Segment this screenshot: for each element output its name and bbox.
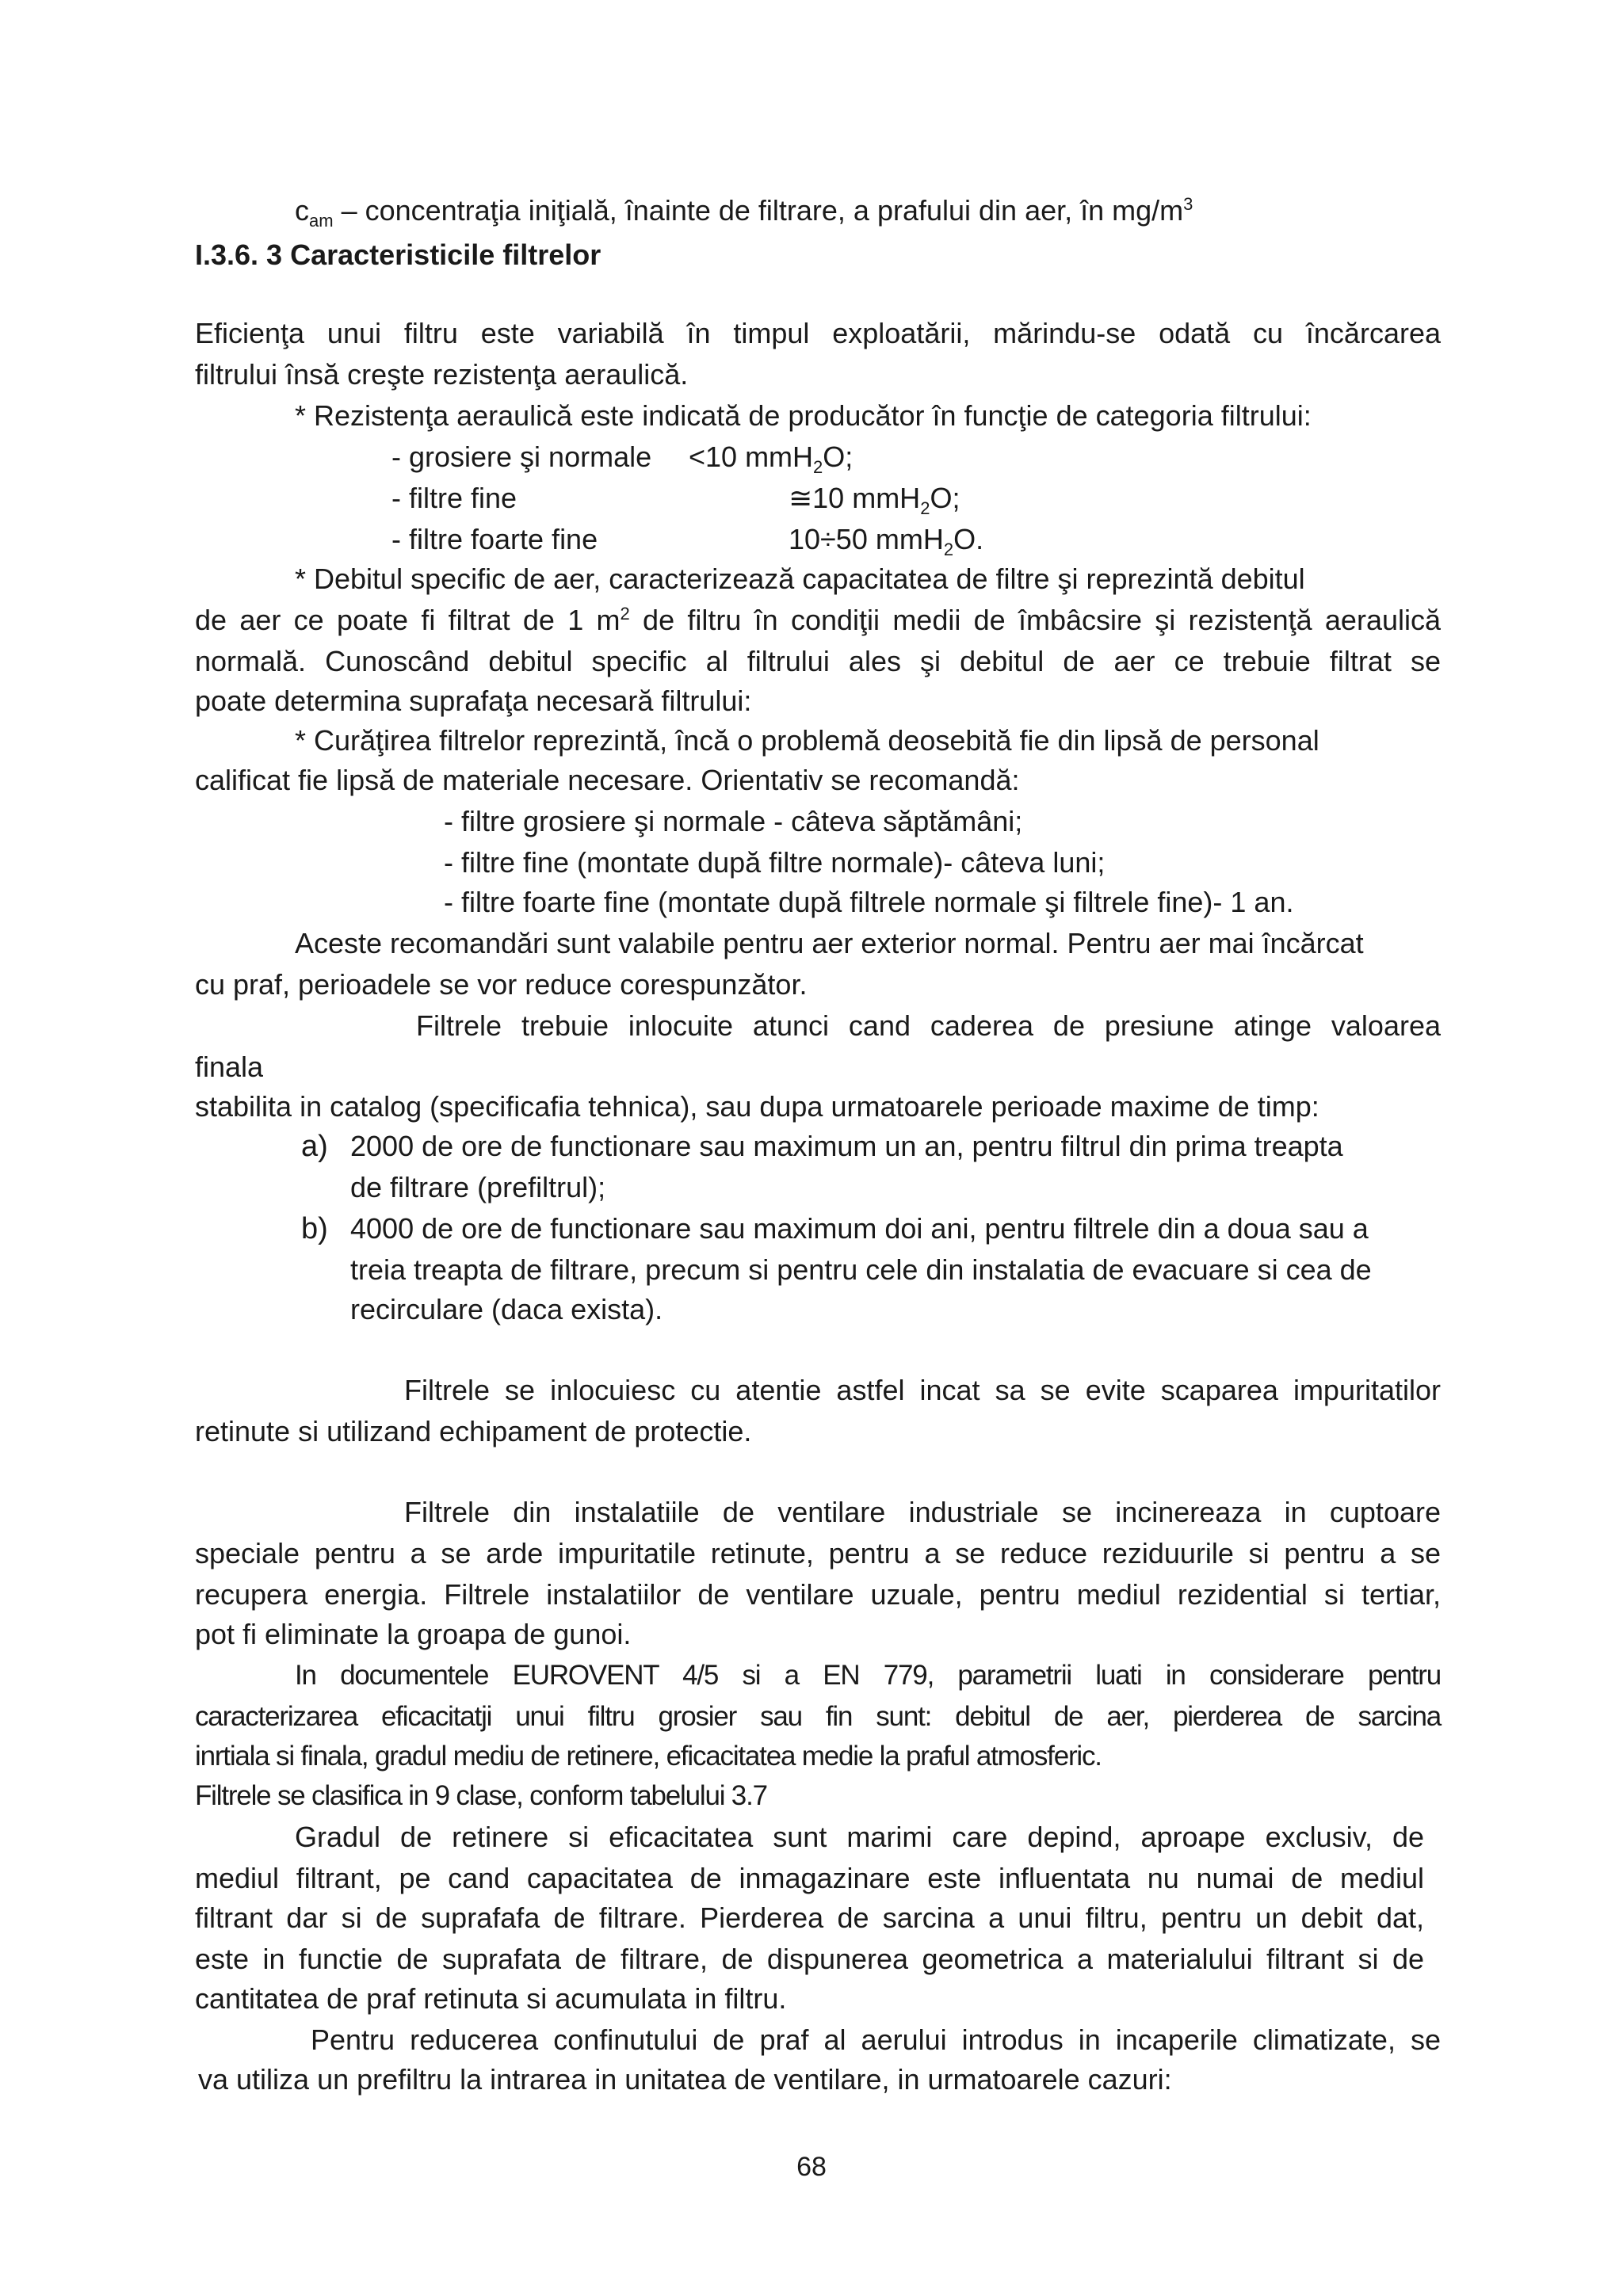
list-item: - filtre foarte fine (montate după filtrele normale şi filtrele fine)- 1 an. (444, 886, 1294, 918)
paragraph-line: Gradul de retinere si eficacitatea sunt marimi care depind, aproape exclusiv, de (295, 1821, 1424, 1853)
paragraph-line: mediul filtrant, pe cand capacitatea de inmagazinare este influentata nu numai de mediul (195, 1862, 1424, 1894)
paragraph-line: filtrant dar si de suprafafa de filtrare. Pierderea de sarcina a unui filtru, pentru un debit dat, (195, 1901, 1424, 1934)
section-heading: I.3.6. 3 Caracteristicile filtrelor (195, 238, 601, 271)
paragraph-line: stabilita in catalog (specificafia tehnica), sau dupa urmatoarele perioade maxime de timp: (195, 1090, 1319, 1123)
paragraph-line: In documentele EUROVENT 4/5 si a EN 779, parametrii luati in considerare pentru (295, 1660, 1441, 1691)
paragraph-line: filtrului însă creşte rezistenţa aeraulică. (195, 358, 689, 391)
paragraph-line: retinute si utilizand echipament de protectie. (195, 1415, 752, 1447)
paragraph-line: cu praf, perioadele se vor reduce corespunzător. (195, 968, 808, 1001)
paragraph-line: este in functie de suprafata de filtrare, de dispunerea geometrica a materialului filtrant si de (195, 1943, 1424, 1975)
paragraph-line: * Curăţirea filtrelor reprezintă, încă o problemă deosebită fie din lipsă de personal (295, 724, 1319, 757)
list-item: - filtre grosiere şi normale - câteva săptămâni; (444, 805, 1023, 837)
paragraph-line: pot fi eliminate la groapa de gunoi. (195, 1618, 632, 1650)
paragraph-line: * Rezistenţa aeraulică este indicată de producător în funcţie de categoria filtrului: (295, 399, 1312, 432)
list-item: - filtre fine (montate după filtre normale)- câteva luni; (444, 846, 1106, 879)
paragraph-line: Eficienţa unui filtru este variabilă în timpul exploatării, mărindu-se odată cu încărcarea (195, 317, 1441, 349)
paragraph-line: speciale pentru a se arde impuritatile retinute, pentru a se reduce reziduurile si pentru a se (195, 1537, 1441, 1569)
list-item: 4000 de ore de functionare sau maximum doi ani, pentru filtrele din a doua sau a (350, 1212, 1369, 1245)
paragraph-line: normală. Cunoscând debitul specific al filtrului ales şi debitul de aer ce trebuie filtrat se (195, 645, 1441, 677)
list-item: 2000 de ore de functionare sau maximum un an, pentru filtrul din prima treapta (350, 1130, 1343, 1162)
paragraph-line: Filtrele se inlocuiesc cu atentie astfel incat sa se evite scaparea impuritatilor (404, 1374, 1441, 1406)
paragraph-line: inrtiala si finala, gradul mediu de retinere, eficacitatea medie la praful atmosferic. (195, 1741, 1102, 1772)
paragraph-line: va utiliza un prefiltru la intrarea in unitatea de ventilare, in urmatoarele cazuri: (198, 2063, 1172, 2096)
list-item-value: <10 mmH$_2$O; (689, 441, 854, 478)
list-item: treia treapta de filtrare, precum si pentru cele din instalatia de evacuare si cea de (350, 1253, 1372, 1286)
list-item-value: 10÷50 mmH$_2$O. (789, 523, 984, 560)
paragraph-line: Pentru reducerea confinutului de praf al aerului introdus in incaperile climatizate, se (311, 2023, 1441, 2056)
definition-line: $c_{am}$ – concentraţia iniţială, înainte de filtrare, a prafului din aer, în $mg/m^3$ (295, 194, 1193, 231)
paragraph-line: Filtrele se clasifica in 9 clase, conform tabelului 3.7 (195, 1780, 767, 1811)
list-label-a: a) (301, 1130, 328, 1163)
list-item-label: - filtre foarte fine (391, 523, 598, 555)
list-item-label: - grosiere şi normale (391, 441, 652, 473)
list-item: de filtrare (prefiltrul); (350, 1171, 606, 1203)
paragraph-line: finala (195, 1051, 264, 1083)
paragraph-line: caracterizarea eficacitatji unui filtru grosier sau fin sunt: debitul de aer, pierderea de sarcina (195, 1701, 1441, 1732)
list-item-label: - filtre fine (391, 482, 517, 514)
paragraph-line: cantitatea de praf retinuta si acumulata in filtru. (195, 1982, 787, 2015)
paragraph-line: Filtrele din instalatiile de ventilare industriale se incinereaza in cuptoare (404, 1496, 1441, 1528)
paragraph-line: Filtrele trebuie inlocuite atunci cand caderea de presiune atinge valoarea (416, 1009, 1441, 1042)
page-number: 68 (796, 2152, 827, 2182)
list-label-b: b) (301, 1212, 328, 1245)
paragraph-line: calificat fie lipsă de materiale necesare. Orientativ se recomandă: (195, 764, 1020, 796)
list-item-value: ≅10 mmH$_2$O; (789, 482, 960, 519)
list-item: recirculare (daca exista). (350, 1293, 663, 1325)
paragraph-line: * Debitul specific de aer, caracterizează capacitatea de filtre şi reprezintă debitul (295, 563, 1305, 595)
paragraph-line: de aer ce poate fi filtrat de 1 $m^2$ de filtru în condiţii medii de îmbâcsire şi rezistenţă aeraulică (195, 604, 1442, 636)
paragraph-line: poate determina suprafaţa necesară filtrului: (195, 685, 752, 717)
paragraph-line: Aceste recomandări sunt valabile pentru aer exterior normal. Pentru aer mai încărcat (295, 927, 1364, 959)
paragraph-line: recupera energia. Filtrele instalatiilor de ventilare uzuale, pentru mediul rezidential si tertiar, (195, 1578, 1441, 1611)
